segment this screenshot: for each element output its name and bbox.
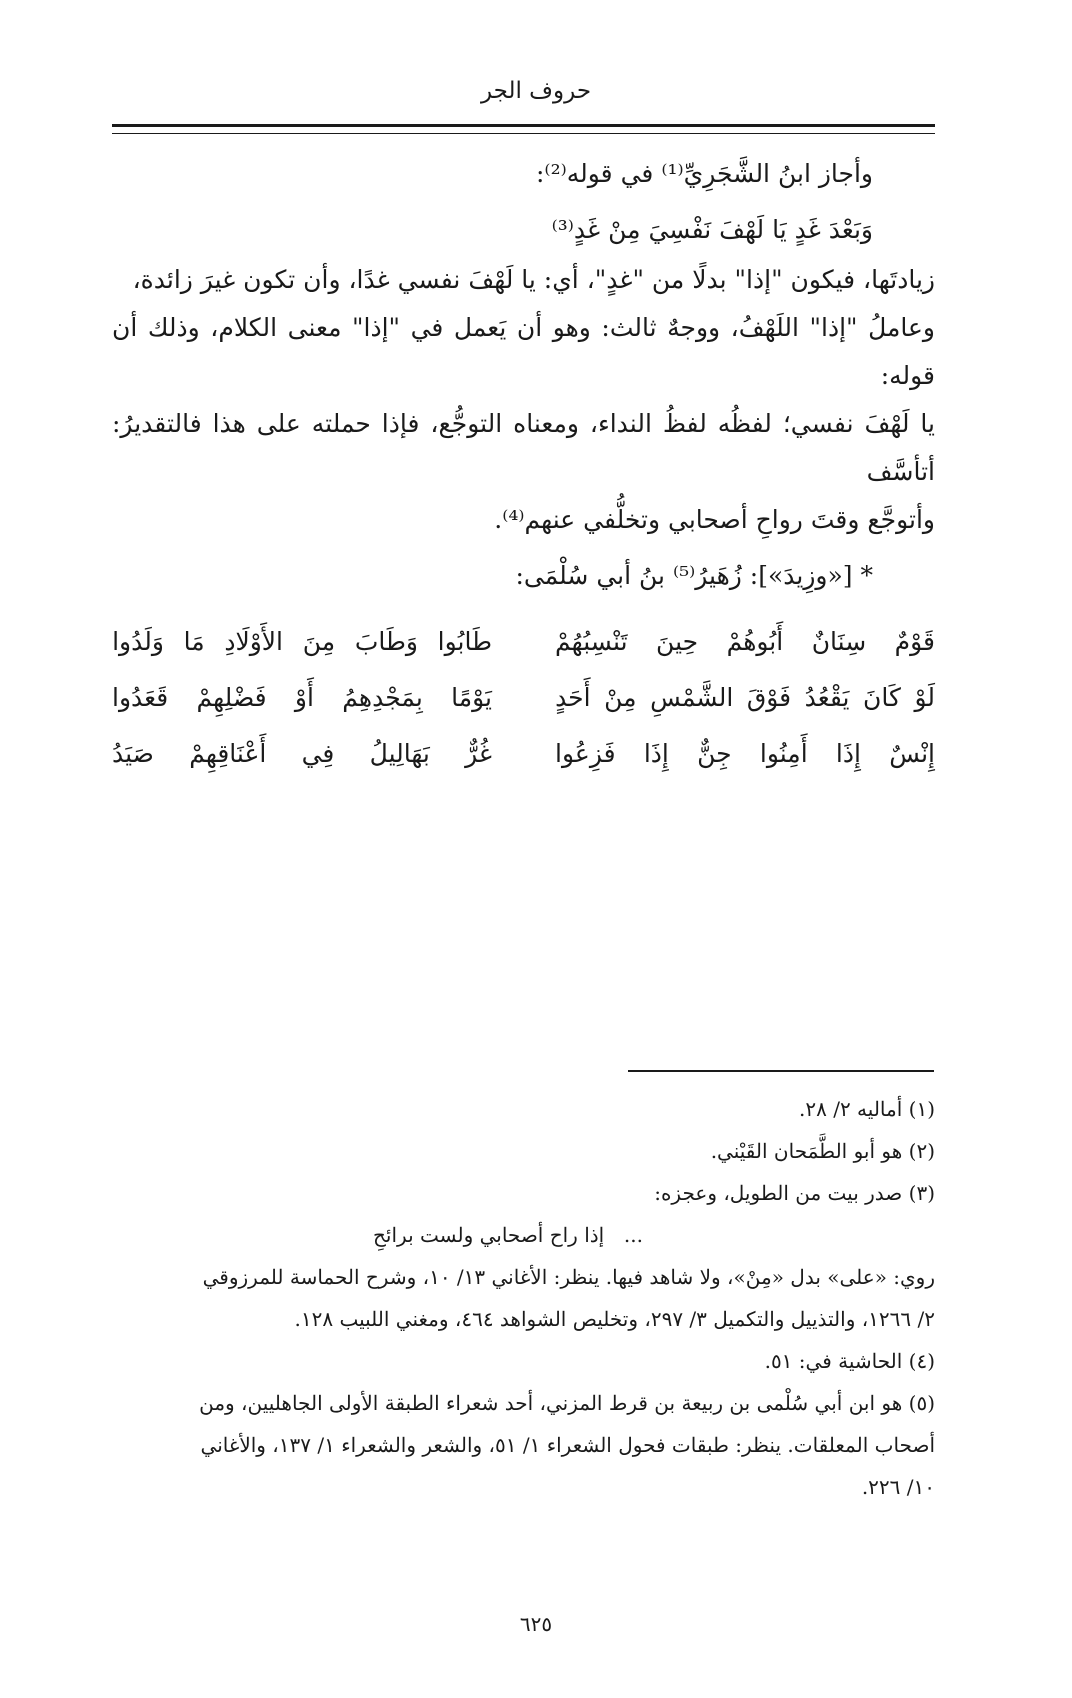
commentary-paragraph <box>112 256 935 544</box>
footnotes <box>112 1088 935 1508</box>
first-hemistich <box>555 614 935 670</box>
poem-word: قَوْمٌ <box>894 627 935 656</box>
footnote-line: روي: «على» بدل «مِنْ»، ولا شاهد فيها. ينظر: الأغاني ١٣/ ١٠، وشرح الحماسة للمرزوقي <box>202 1265 935 1289</box>
poem-word: فِي <box>301 739 335 768</box>
poem-verse <box>112 614 935 670</box>
poem-word: يَقْعُدُ <box>804 683 850 712</box>
footnote-3-note <box>112 1256 935 1340</box>
footnote-1: (١) أماليه ٢/ ٢٨. <box>799 1097 935 1121</box>
poem-word: إِذَا <box>643 739 669 768</box>
intro-line: وأجاز ابنُ الشَّجَرِيِّ⁽¹⁾ في قوله⁽²⁾: <box>536 159 873 188</box>
footnote-2: (٢) هو أبو الطَّمَحان القَيْني. <box>710 1139 935 1163</box>
poem-word: أَوْ <box>294 683 314 712</box>
poem-word: سِنَانٌ <box>811 627 867 656</box>
poem <box>112 614 935 782</box>
poem-word: فَوْقَ <box>746 683 792 712</box>
poem-word: الشَّمْسِ <box>650 683 734 712</box>
main-text <box>112 150 935 782</box>
verse-second-hemistich: إذا راح أصحابي ولست برائحِ <box>373 1223 605 1247</box>
poem-word: غُرٌّ <box>465 739 492 768</box>
footnote-5 <box>112 1382 935 1508</box>
footnote-line: (٥) هو ابن أبي سُلْمى بن ربيعة بن قرط المزني، أحد شعراء الطبقة الأولى الجاهليين، ومن <box>199 1391 935 1415</box>
paragraph-line: زيادتَها، فيكون "إذا" بدلًا من "غدٍ"، أي: يا لَهْفَ نفسي غدًا، وأن تكون غيرَ زائدة، <box>132 265 935 294</box>
poem-word: فَزِعُوا <box>555 739 616 768</box>
second-hemistich <box>112 726 492 782</box>
second-hemistich <box>112 614 492 670</box>
poem-word: كَانَ <box>863 683 901 712</box>
first-hemistich <box>555 726 935 782</box>
first-hemistich <box>555 670 935 726</box>
running-header: حروف الجر <box>480 78 592 104</box>
footnote-separator <box>628 1070 934 1072</box>
poem-word: أَمِنُوا <box>759 739 808 768</box>
poem-word: وَلَدُوا <box>112 627 164 656</box>
verse-ellipsis: ... <box>623 1223 643 1247</box>
footnote-3-verse <box>373 1214 935 1256</box>
poem-word: صَيَدُ <box>112 739 154 768</box>
poem-word: مَا <box>183 627 205 656</box>
poem-word: فَضْلِهِمْ <box>196 683 267 712</box>
paragraph-line: وعاملُ "إذا" اللَهْفُ، ووجهٌ ثالث: وهو أن يَعمل في "إذا" معنى الكلام، وذلك أن قوله: <box>112 313 935 390</box>
poem-word: وَطَابَ <box>354 627 418 656</box>
poem-verse <box>112 670 935 726</box>
paragraph-line: وأتوجَّع وقتَ رواحِ أصحابي وتخلُّفي عنهم⁽⁴⁾. <box>494 505 935 534</box>
poem-word: الأَوْلَادِ <box>224 627 283 656</box>
quoted-verse: وَبَعْدَ غَدٍ يَا لَهْفَ نَفْسِيَ مِنْ غَدٍ⁽³⁾ <box>551 215 873 244</box>
footnote-line: ٢/ ١٢٦٦، والتذييل والتكميل ٣/ ٢٩٧، وتخليص الشواهد ٤٦٤، ومغني اللبيب ١٢٨. <box>294 1307 935 1331</box>
poem-word: إِذَا <box>835 739 861 768</box>
poem-word: قَعَدُوا <box>112 683 169 712</box>
poem-word: بَهَالِيلُ <box>369 739 430 768</box>
footnote-3: (٣) صدر بيت من الطويل، وعجزه: <box>654 1181 935 1205</box>
header-rule-thick <box>112 124 935 127</box>
poem-word: تَنْسِبُهُمْ <box>555 627 628 656</box>
poem-verse <box>112 726 935 782</box>
poem-word: أَبُوهُمْ <box>726 627 784 656</box>
page-number: ٦٢٥ <box>519 1612 553 1636</box>
poem-word: طَابُوا <box>437 627 492 656</box>
footnote-line: أصحاب المعلقات. ينظر: طبقات فحول الشعراء ١/ ٥١، والشعر والشعراء ١/ ١٣٧، والأغاني <box>200 1433 935 1457</box>
poem-word: أَحَدٍ <box>555 683 591 712</box>
entry-heading: * [«وزِيدَ»]: زُهَيرُ⁽⁵⁾ بنُ أبي سُلْمَى: <box>515 561 873 590</box>
poem-word: مِنْ <box>604 683 637 712</box>
poem-word: يَوْمًا <box>451 683 492 712</box>
poem-word: مِنَ <box>302 627 336 656</box>
paragraph-line: يا لَهْفَ نفسي؛ لفظُه لفظُ النداء، ومعناه التوجُّع، فإذا حملته على هذا فالتقديرُ: أتأسَّف <box>112 409 935 486</box>
poem-word: لَوْ <box>914 683 935 712</box>
poem-word: بِمَجْدِهِمُ <box>342 683 423 712</box>
poem-word: إِنْسٌ <box>889 739 935 768</box>
poem-word: جِنٌّ <box>697 739 732 768</box>
header-rule-thin <box>112 133 935 134</box>
footnote-line: ١٠/ ٢٢٦. <box>861 1475 935 1499</box>
second-hemistich <box>112 670 492 726</box>
poem-word: أَعْنَاقِهِمْ <box>189 739 267 768</box>
footnote-4: (٤) الحاشية في: ٥١. <box>764 1349 935 1373</box>
poem-word: حِينَ <box>656 627 699 656</box>
